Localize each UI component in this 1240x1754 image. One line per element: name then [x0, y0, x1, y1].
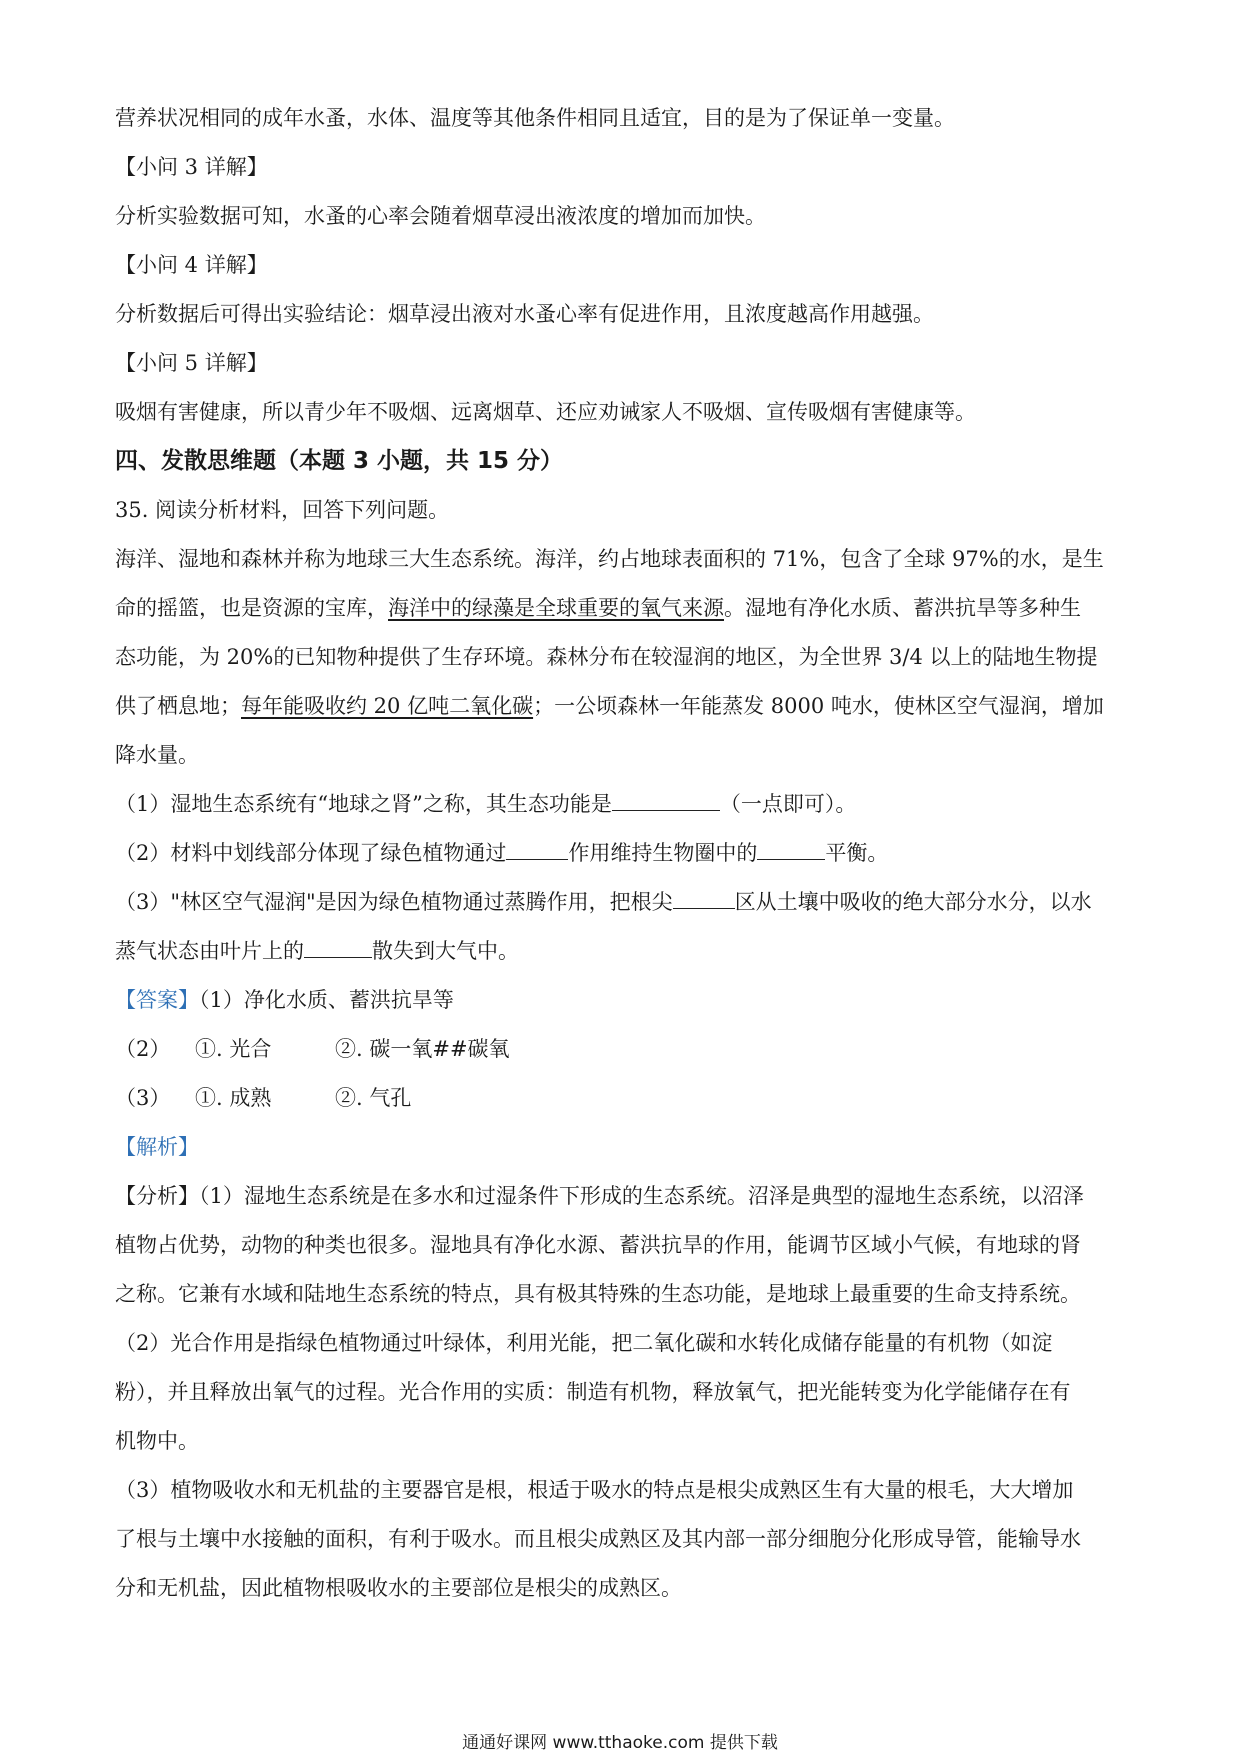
analysis-label: 【解析】 [115, 1135, 199, 1159]
question-text: 平衡。 [825, 841, 889, 865]
material-line [115, 593, 1081, 623]
analysis-line: 粉），并且释放出氧气的过程。光合作用的实质：制造有机物，释放氧气，把光能转变为化学能储存在有 [115, 1380, 1071, 1404]
analysis-line: （3）植物吸收水和无机盐的主要器官是根，根适于吸水的特点是根尖成熟区生有大量的根毛，大大增加 [115, 1478, 1074, 1502]
subquestion-heading: 【小问 4 详解】 [115, 253, 268, 277]
answer-blank [673, 888, 735, 909]
analysis-line [115, 1181, 1084, 1211]
question-text: 作用维持生物圈中的 [568, 841, 758, 865]
answer-line [115, 1083, 411, 1113]
question-3-cont [115, 936, 519, 966]
analysis-line: 之称。它兼有水域和陆地生态系统的特点，具有极其特殊的生态功能，是地球上最重要的生命支持系统。 [115, 1282, 1081, 1306]
answer-blank [506, 839, 568, 860]
material-line: 海洋、湿地和森林并称为地球三大生态系统。海洋，约占地球表面积的 71%，包含了全球 97%的水，是生 [115, 547, 1104, 571]
analysis-sublabel: 【分析】 [115, 1184, 199, 1208]
question-1 [115, 789, 856, 819]
question-text: 区从土壤中吸收的绝大部分水分，以水 [734, 890, 1092, 914]
answer-blank [612, 790, 720, 811]
answer-line [115, 985, 454, 1015]
answer-line [115, 1034, 510, 1064]
material-text: ；一公顷森林一年能蒸发 8000 吨水，使林区空气湿润，增加 [533, 694, 1104, 718]
answer-number: （2） [115, 1037, 171, 1061]
analysis-line: 分和无机盐，因此植物根吸收水的主要部位是根尖的成熟区。 [115, 1576, 682, 1600]
material-text: 供了栖息地； [115, 694, 241, 718]
analysis-text: （1）湿地生态系统是在多水和过湿条件下形成的生态系统。沼泽是典型的湿地生态系统，以沼泽 [199, 1184, 1084, 1208]
analysis-line: 了根与土壤中水接触的面积，有利于吸水。而且根尖成熟区及其内部一部分细胞分化形成导管，能输导水 [115, 1527, 1081, 1551]
subquestion-heading: 【小问 5 详解】 [115, 351, 268, 375]
answer-option: ①. 成熟 [195, 1086, 272, 1110]
subquestion-heading: 【小问 3 详解】 [115, 155, 268, 179]
text-line: 分析实验数据可知，水蚤的心率会随着烟草浸出液浓度的增加而加快。 [115, 204, 766, 228]
material-line: 态功能，为 20%的已知物种提供了生存环境。森林分布在较湿润的地区，为全世界 3/4 以上的陆地生物提 [115, 645, 1098, 669]
question-3 [115, 887, 1092, 917]
answer-text: （1）净化水质、蓄洪抗旱等 [199, 988, 454, 1012]
question-text: （1）湿地生态系统有“地球之肾”之称，其生态功能是 [115, 792, 612, 816]
underlined-text: 海洋中的绿藻是全球重要的氧气来源 [388, 596, 724, 620]
answer-blank [757, 839, 825, 860]
answer-option: ①. 光合 [195, 1037, 272, 1061]
question-intro: 35. 阅读分析材料，回答下列问题。 [115, 498, 450, 522]
footer: 通通好课网 www.tthaoke.com 提供下载 [462, 1733, 778, 1753]
question-text: （一点即可）。 [719, 792, 857, 816]
answer-number: （3） [115, 1086, 171, 1110]
question-text: 散失到大气中。 [372, 939, 519, 963]
analysis-line: （2）光合作用是指绿色植物通过叶绿体，利用光能，把二氧化碳和水转化成储存能量的有机物（如淀 [115, 1331, 1053, 1355]
question-2 [115, 838, 888, 868]
section-heading: 四、发散思维题（本题 3 小题，共 15 分） [115, 448, 564, 474]
underlined-text: 每年能吸收约 20 亿吨二氧化碳 [241, 694, 534, 718]
question-text: 蒸气状态由叶片上的 [115, 939, 304, 963]
analysis-line: 植物占优势，动物的种类也很多。湿地具有净化水源、蓄洪抗旱的作用，能调节区域小气候，有地球的肾 [115, 1233, 1081, 1257]
material-text: 。湿地有净化水质、蓄洪抗旱等多种生 [724, 596, 1081, 620]
material-line [115, 691, 1104, 721]
material-line: 降水量。 [115, 743, 199, 767]
text-line: 营养状况相同的成年水蚤，水体、温度等其他条件相同且适宜，目的是为了保证单一变量。 [115, 106, 955, 130]
analysis-line: 机物中。 [115, 1429, 199, 1453]
text-line: 分析数据后可得出实验结论：烟草浸出液对水蚤心率有促进作用，且浓度越高作用越强。 [115, 302, 934, 326]
material-text: 命的摇篮，也是资源的宝库， [115, 596, 388, 620]
question-text: （2）材料中划线部分体现了绿色植物通过 [115, 841, 507, 865]
question-text: （3）"林区空气湿润"是因为绿色植物通过蒸腾作用，把根尖 [115, 890, 673, 914]
answer-blank [304, 937, 372, 958]
answer-option: ②. 气孔 [335, 1086, 412, 1110]
text-line: 吸烟有害健康，所以青少年不吸烟、远离烟草、还应劝诫家人不吸烟、宣传吸烟有害健康等。 [115, 400, 976, 424]
answer-label: 【答案】 [115, 988, 199, 1012]
answer-option: ②. 碳一氧##碳氧 [335, 1037, 510, 1061]
